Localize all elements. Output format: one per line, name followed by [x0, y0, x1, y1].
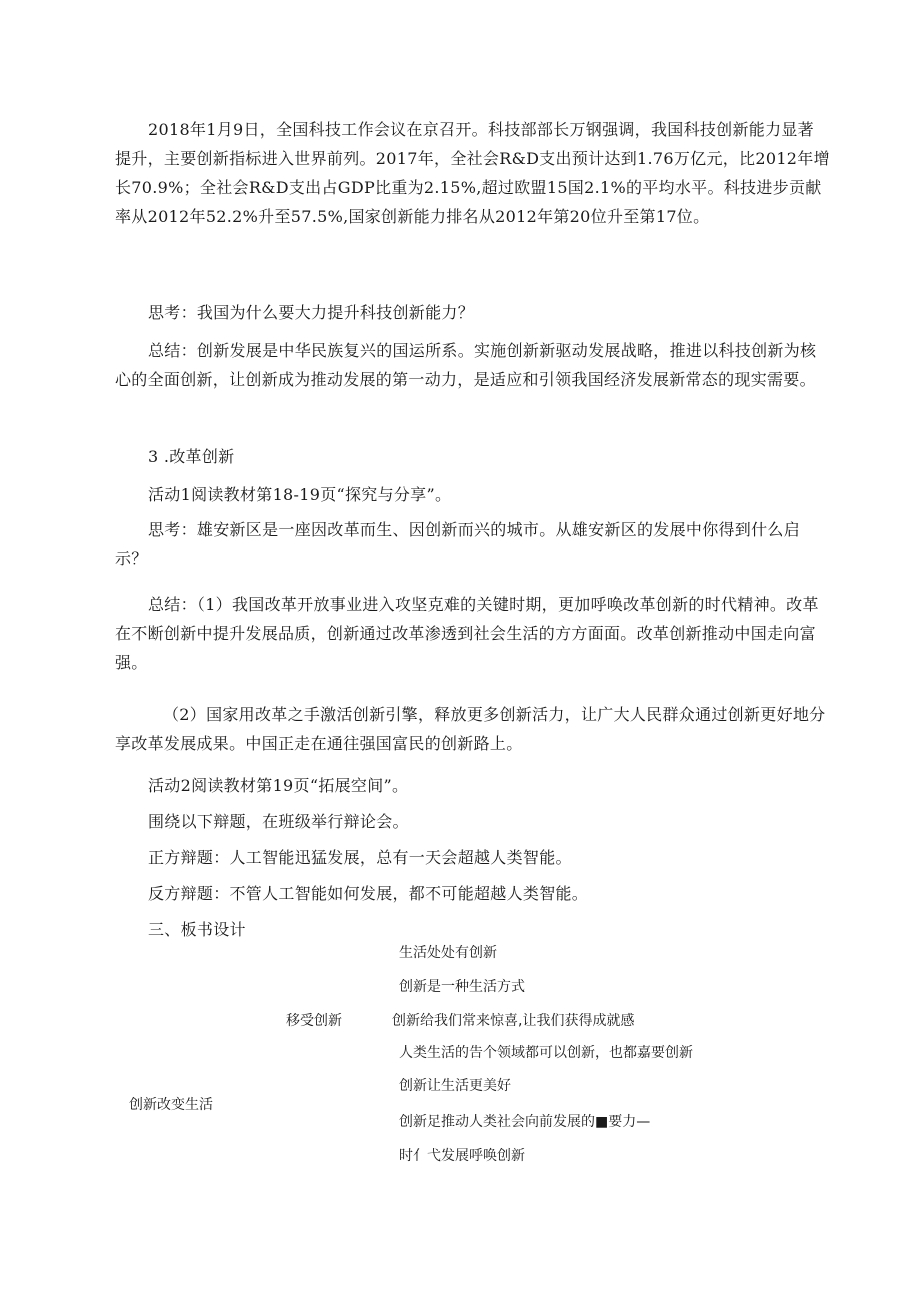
debate-pro: 正方辩题：人工智能迅猛发展，总有一天会超越人类智能。: [148, 848, 572, 867]
activity-2: 活动2阅读教材第19页“拓展空间”。: [148, 776, 409, 795]
board-item: 生活处处有创新: [399, 945, 497, 961]
activity-1: 活动1阅读教材第18-19页“探究与分享”。: [148, 485, 452, 504]
board-item: 创新足推动人类社会向前发展的■要力—: [399, 1114, 651, 1130]
board-item: 时亻弋发展呼唤创新: [399, 1148, 525, 1164]
board-item: 创新是一种生活方式: [399, 979, 525, 995]
paragraph-think-2: 思考：雄安新区是一座因改革而生、因创新而兴的城市。从雄安新区的发展中你得到什么启示？: [115, 520, 801, 568]
board-root: 创新改变生活: [129, 1097, 213, 1113]
paragraph-summary-2b: （2）国家用改革之手激活创新引擎，释放更多创新活力，让广大人民群众通过创新更好地分享改革发展成果。中国正走在通往强国富民的创新路上。: [115, 705, 826, 753]
debate-intro: 围绕以下辩题，在班级举行辩论会。: [148, 812, 409, 831]
paragraph-intro: 2018年1月9日，全国科技工作会议在京召开。科技部部长万钢强调，我国科技创新能力显著提升，主要创新指标进入世界前列。2017年，全社会R&D支出预计达到1.76万亿元，比2012年增长70.9%；全社会R&D支出占GDP比重为2.15%,超过欧盟15国2.1%的平均水平。科技进步贡献率从2012年52.2%升至57.5%,国家创新能力排名从2012年第20位升至第17位。: [115, 120, 830, 226]
board-item: 创新给我们常来惊喜,让我们获得成就感: [392, 1013, 635, 1029]
board-item: 人类生活的告个领域都可以创新，也都嘉要创新: [399, 1045, 693, 1061]
paragraph-summary-2: 总结：（1）我国改革开放事业进入攻坚克难的关键时期，更加呼唤改革创新的时代精神。改革在不断创新中提升发展品质，创新通过改革渗透到社会生活的方方面面。改革创新推动中国走向富强。: [115, 595, 819, 672]
paragraph-think-1: 思考：我国为什么要大力提升科技创新能力？: [148, 303, 475, 322]
paragraph-summary-1: 总结：创新发展是中华民族复兴的国运所系。实施创新新驱动发展战略，推进以科技创新为核心的全面创新，让创新成为推动发展的第一动力，是适应和引领我国经济发展新常态的现实需要。: [115, 341, 817, 389]
board-branch: 移受创新: [286, 1013, 342, 1029]
board-item: 创新让生活更美好: [399, 1078, 511, 1094]
section-board-design: 三、板书设计: [148, 920, 246, 939]
debate-con: 反方辩题：不管人工智能如何发展，都不可能超越人类智能。: [148, 884, 589, 903]
heading-reform-innovation: 3 .改革创新: [148, 447, 235, 466]
